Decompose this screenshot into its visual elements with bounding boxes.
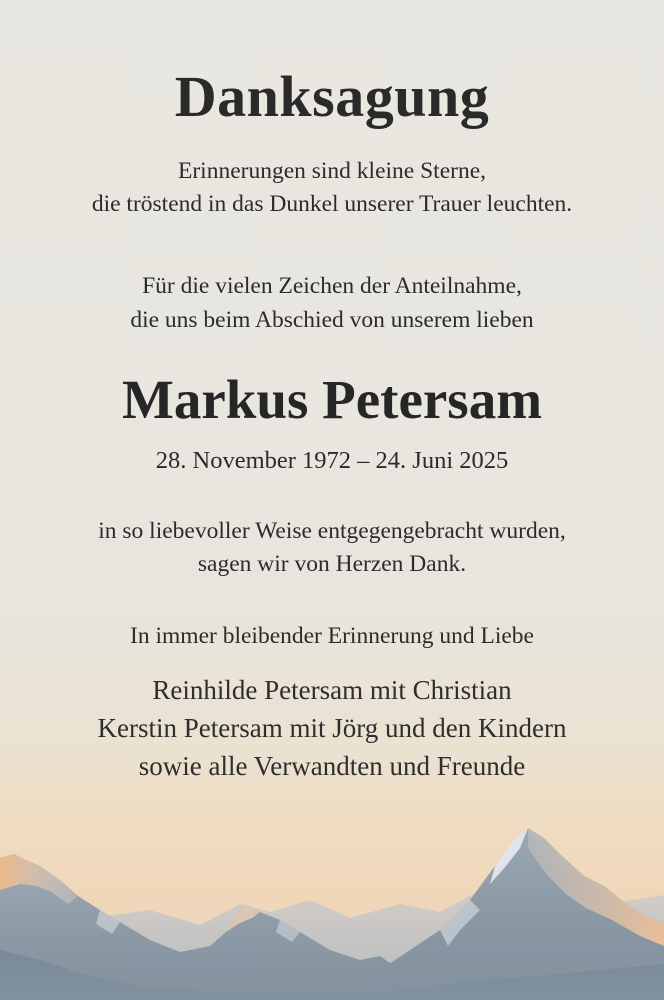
signer-line: Reinhilde Petersam mit Christian	[152, 675, 512, 705]
quote-line-1: Erinnerungen sind kleine Sterne,	[177, 158, 487, 184]
deceased-name: Markus Petersam	[121, 369, 543, 430]
thanks-line-1: in so liebevoller Weise entgegengebracht wurden,	[98, 518, 566, 544]
intro-line-2: die uns beim Abschied von unserem lieben	[130, 307, 534, 333]
life-dates: 28. November 1972 – 24. Juni 2025	[155, 447, 509, 474]
closing-line: In immer bleibender Erinnerung und Liebe	[130, 623, 534, 649]
mountain-landscape-image	[0, 800, 664, 1000]
intro-line-1: Für die vielen Zeichen der Anteilnahme,	[142, 273, 522, 299]
quote-line-2: die tröstend in das Dunkel unserer Trauer leuchten.	[91, 191, 573, 217]
signer-line: sowie alle Verwandten und Freunde	[138, 751, 526, 781]
signer-line: Kerstin Petersam mit Jörg und den Kindern	[97, 713, 567, 743]
thanks-line-2: sagen wir von Herzen Dank.	[197, 551, 467, 577]
notice-title: Danksagung	[174, 64, 490, 129]
